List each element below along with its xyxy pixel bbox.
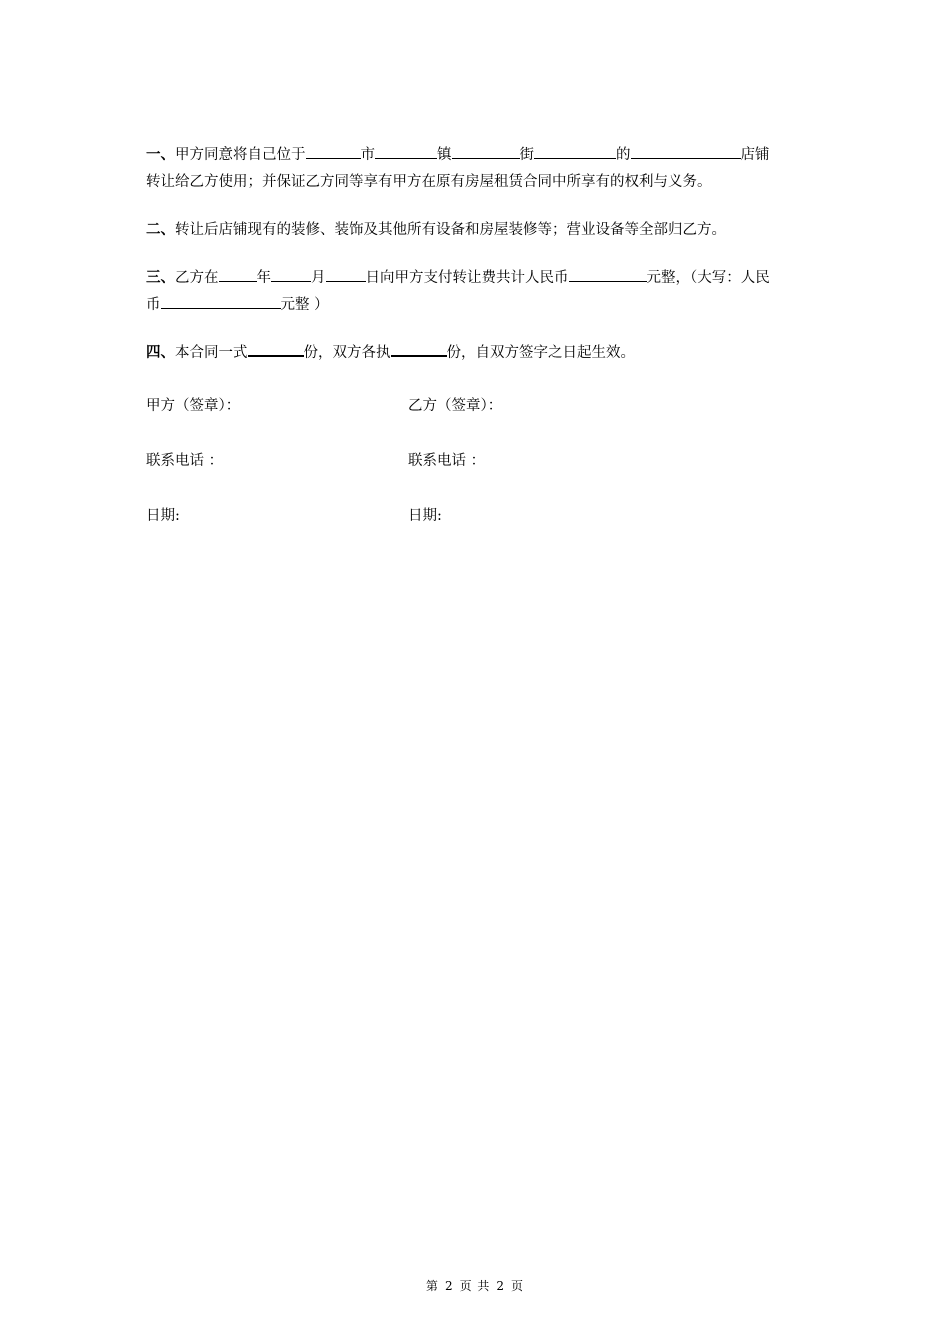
clause-3-number: 三、	[146, 269, 175, 286]
town-blank[interactable]	[375, 143, 437, 159]
footer-prefix: 第	[425, 1279, 439, 1293]
clause-3-text-2: 年	[256, 270, 271, 286]
clause-3-text-6: 币	[146, 297, 161, 313]
party-b-date-label: 日期:	[408, 508, 442, 524]
signature-row	[146, 393, 808, 420]
clause-3-text-3: 月	[311, 270, 326, 286]
clause-3-text-1: 乙方在	[175, 270, 219, 286]
clause-3-text-5: 元整，（大写：人民	[646, 270, 770, 286]
copies-each-blank[interactable]	[391, 340, 447, 357]
footer-total-pages: 2	[496, 1279, 506, 1293]
party-a-phone-label: 联系电话 ：	[146, 453, 224, 469]
clause-1-text-4: 街	[519, 147, 534, 163]
clause-1-line-2: 转让给乙方使用；并保证乙方同等享有甲方在原有房屋租赁合同中所享有的权利与义务。	[146, 174, 712, 190]
clause-1-text-5: 的	[616, 147, 631, 163]
clause-3-text-4: 日向甲方支付转让费共计人民币	[365, 270, 569, 286]
party-b-signature-label: 乙方（签章）：	[408, 398, 503, 414]
clause-4-text-2: 份，双方各执	[303, 345, 391, 361]
clause-4-text-1: 本合同一式	[175, 345, 248, 361]
footer-suffix: 页	[511, 1279, 525, 1293]
copies-total-blank[interactable]	[248, 340, 304, 357]
footer-page-number: 2	[444, 1279, 454, 1293]
clause-2-text: 转让后店铺现有的装修、装饰及其他所有设备和房屋装修等；营业设备等全部归乙方。	[175, 222, 726, 238]
clause-2-number: 二、	[146, 221, 175, 238]
clause-3	[146, 264, 808, 319]
clause-1-text-1: 甲方同意将自己位于	[175, 147, 306, 163]
clause-4-text-3: 份，自双方签字之日起生效。	[446, 345, 635, 361]
party-a-signature-label: 甲方（签章）：	[146, 398, 241, 414]
phone-row	[146, 448, 808, 475]
clause-1-text-3: 镇	[437, 147, 452, 163]
year-blank[interactable]	[219, 266, 257, 282]
party-b-phone-label: 联系电话 ：	[408, 453, 486, 469]
city-blank[interactable]	[306, 143, 361, 159]
address-blank[interactable]	[534, 143, 616, 159]
clause-3-text-7: 元整 ）	[280, 297, 329, 313]
clause-1	[146, 141, 808, 196]
contract-body	[146, 141, 808, 558]
amount-words-blank[interactable]	[161, 293, 281, 309]
day-blank[interactable]	[326, 266, 366, 282]
date-row	[146, 503, 808, 530]
footer-mid: 页 共	[459, 1279, 491, 1293]
clause-4-number: 四、	[146, 344, 175, 361]
page-footer	[0, 1277, 950, 1294]
street-blank[interactable]	[452, 143, 520, 159]
party-a-date-label: 日期:	[146, 508, 180, 524]
shop-name-blank[interactable]	[631, 143, 741, 159]
month-blank[interactable]	[271, 266, 311, 282]
amount-blank[interactable]	[569, 266, 647, 282]
clause-2	[146, 216, 808, 244]
clause-1-text-2: 市	[360, 147, 375, 163]
clause-4	[146, 339, 808, 367]
clause-1-number: 一、	[146, 146, 175, 163]
clause-1-text-6: 店铺	[740, 147, 770, 163]
